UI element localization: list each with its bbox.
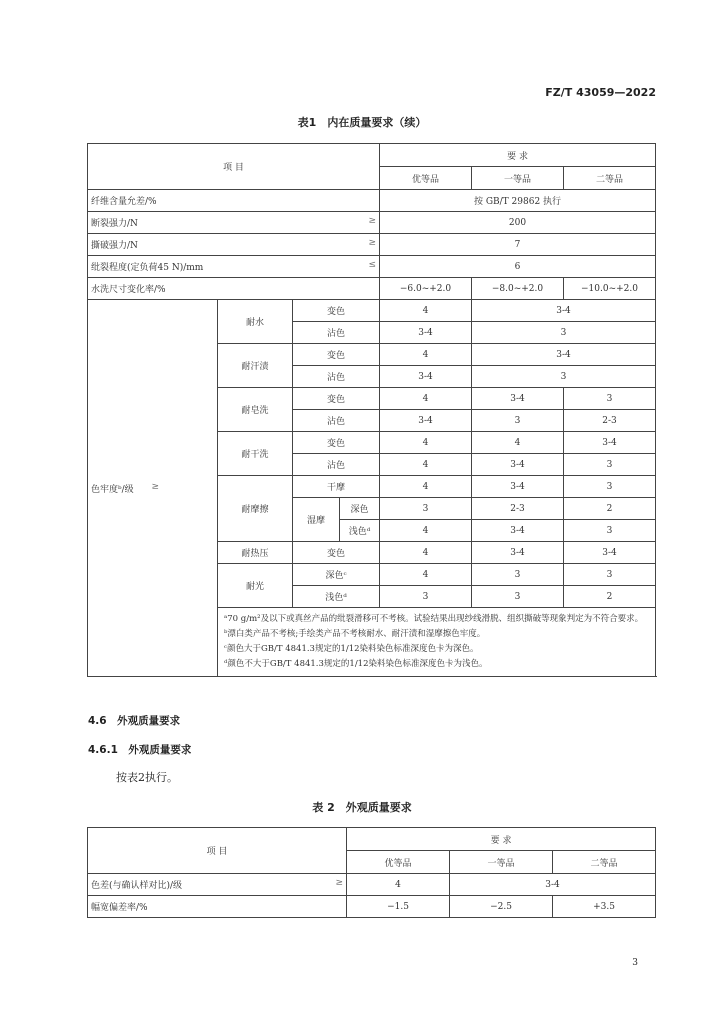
t1-grade: 一等品 [472, 167, 564, 190]
table-cell: 3 [564, 564, 656, 586]
table-cell [88, 256, 380, 278]
table-cell: 2 [564, 586, 656, 608]
table-cell: 3-4 [564, 542, 656, 564]
table-cell: 4 [380, 542, 472, 564]
table-cell: 4 [380, 476, 472, 498]
table-cell: +3.5 [553, 896, 656, 918]
table-cell: 4 [472, 432, 564, 454]
table-cell: 3-4 [472, 300, 656, 322]
table-cell: 3-4 [472, 388, 564, 410]
table-cell: 4 [380, 344, 472, 366]
table-cell: 2-3 [564, 410, 656, 432]
note: ᶜ颜色大于GB/T 4841.3规定的1/12染料染色标准深度色卡为深色。 [224, 644, 479, 654]
t2-head-requirement: 要 求 [347, 828, 656, 851]
row-label: 色差(与确认样对比)/级 [91, 881, 183, 891]
note: ᵇ漂白类产品不考核;手绘类产品不考核耐水、耐汗渍和湿摩擦色牢度。 [224, 629, 486, 639]
table-cell: 4 [380, 432, 472, 454]
note: ᵈ颜色不大于GB/T 4841.3规定的1/12染料染色标准深度色卡为浅色。 [224, 659, 488, 669]
table-cell: 耐光 [218, 564, 293, 608]
table-cell: 4 [380, 300, 472, 322]
table-cell: 变色 [293, 542, 380, 564]
table-cell: −2.5 [450, 896, 553, 918]
section-heading: 4.6 外观质量要求 [88, 715, 181, 727]
row-operator: ≥ [368, 238, 376, 248]
row-label: 断裂强力/N [91, 219, 138, 229]
table-cell: 耐摩擦 [218, 476, 293, 542]
table-cell: 3-4 [472, 520, 564, 542]
table2-appearance-quality [87, 827, 656, 918]
t1-head-requirement: 要 求 [380, 144, 656, 167]
table-cell: 一等品 [450, 851, 553, 874]
table-row [88, 278, 656, 300]
table2-caption: 表 2 外观质量要求 [312, 801, 412, 814]
table-cell: −6.0~+2.0 [380, 278, 472, 300]
table-cell: −1.5 [347, 896, 450, 918]
table-cell: −10.0~+2.0 [564, 278, 656, 300]
table-cell: 变色 [293, 300, 380, 322]
table-cell: 4 [380, 520, 472, 542]
table-cell: 3 [472, 366, 656, 388]
table-row [88, 256, 656, 278]
table-row [88, 212, 656, 234]
row-label: 纤维含量允差/% [91, 197, 157, 207]
row-label: 水洗尺寸变化率/% [88, 278, 380, 300]
standard-number: FZ/T 43059—2022 [545, 86, 656, 99]
row-label: 纰裂程度(定负荷45 N)/mm [91, 263, 204, 273]
row-operator: ≥ [368, 216, 376, 226]
table-cell: 深色 [340, 498, 380, 520]
row-operator: ≤ [368, 260, 376, 270]
table-cell: 优等品 [347, 851, 450, 874]
table-cell: 耐皂洗 [218, 388, 293, 432]
table-cell: 二等品 [553, 851, 656, 874]
table-cell: 3 [564, 476, 656, 498]
table1-intrinsic-quality [87, 143, 656, 677]
table-cell: 耐水 [218, 300, 293, 344]
row-label: 幅宽偏差率/% [88, 896, 347, 918]
table-row [88, 874, 656, 896]
table-cell: 3 [380, 498, 472, 520]
page-number: 3 [632, 958, 638, 968]
table-row [88, 234, 656, 256]
table-cell: 耐汗渍 [218, 344, 293, 388]
table-cell: 4 [380, 564, 472, 586]
table-cell: 3 [380, 586, 472, 608]
table-cell: 3-4 [472, 542, 564, 564]
table-cell: 3-4 [472, 344, 656, 366]
paragraph: 按表2执行。 [116, 771, 178, 784]
row-operator: ≥ [335, 878, 343, 888]
table-cell: 3-4 [564, 432, 656, 454]
table-cell [88, 234, 380, 256]
table-cell: 深色ᶜ [293, 564, 380, 586]
table1-notes [218, 608, 656, 677]
t1-head-item: 项 目 [88, 144, 380, 190]
t1-grade: 二等品 [564, 167, 656, 190]
table-cell: 耐干洗 [218, 432, 293, 476]
table-cell: 2 [564, 498, 656, 520]
table-cell: 3 [472, 410, 564, 432]
table-cell: 3 [472, 322, 656, 344]
table-cell: 沾色 [293, 322, 380, 344]
table-cell: 3-4 [380, 366, 472, 388]
table-cell: 3-4 [380, 410, 472, 432]
table-cell: 3 [564, 454, 656, 476]
table-cell: 耐热压 [218, 542, 293, 564]
table-cell: 3-4 [380, 322, 472, 344]
table-cell: 3 [564, 388, 656, 410]
section-heading: 4.6.1 外观质量要求 [88, 744, 192, 756]
table-cell: 3-4 [472, 454, 564, 476]
table-cell: 3 [564, 520, 656, 542]
table-row [88, 896, 656, 918]
table-cell: 沾色 [293, 366, 380, 388]
table1-caption: 表1 内在质量要求（续） [297, 116, 427, 129]
table-cell: 4 [380, 454, 472, 476]
t1-grade: 优等品 [380, 167, 472, 190]
t2-head-item: 项 目 [88, 828, 347, 874]
table-cell: 3 [472, 564, 564, 586]
table-cell: 沾色 [293, 410, 380, 432]
table-cell: −8.0~+2.0 [472, 278, 564, 300]
table-row [88, 300, 656, 322]
row-value: 7 [380, 234, 656, 256]
row-value: 按 GB/T 29862 执行 [380, 190, 656, 212]
table-cell: 浅色ᵈ [340, 520, 380, 542]
table-cell: 4 [347, 874, 450, 896]
table-cell: 3-4 [450, 874, 656, 896]
row-value: 6 [380, 256, 656, 278]
colorfastness-label: 色牢度ᵇ/级 ≥ [88, 300, 218, 677]
table-cell: 变色 [293, 344, 380, 366]
table-row [88, 190, 656, 212]
table-cell: 4 [380, 388, 472, 410]
table-cell: 2-3 [472, 498, 564, 520]
table-cell: 干摩 [293, 476, 380, 498]
table-cell: 3 [472, 586, 564, 608]
table-cell: 变色 [293, 388, 380, 410]
table-cell [88, 212, 380, 234]
table-cell: 浅色ᵈ [293, 586, 380, 608]
table-cell: 变色 [293, 432, 380, 454]
table-cell [88, 190, 380, 212]
row-value: 200 [380, 212, 656, 234]
note: ᵃ70 g/m²及以下或真丝产品的纰裂滑移可不考核。试验结果出现纱线滑脱、组织撕破等现象判定为不符合要求。 [224, 614, 644, 624]
table-cell [88, 874, 347, 896]
table-cell: 湿摩 [293, 498, 340, 542]
row-label: 撕破强力/N [91, 241, 138, 251]
table-cell: 沾色 [293, 454, 380, 476]
table-cell: 3-4 [472, 476, 564, 498]
